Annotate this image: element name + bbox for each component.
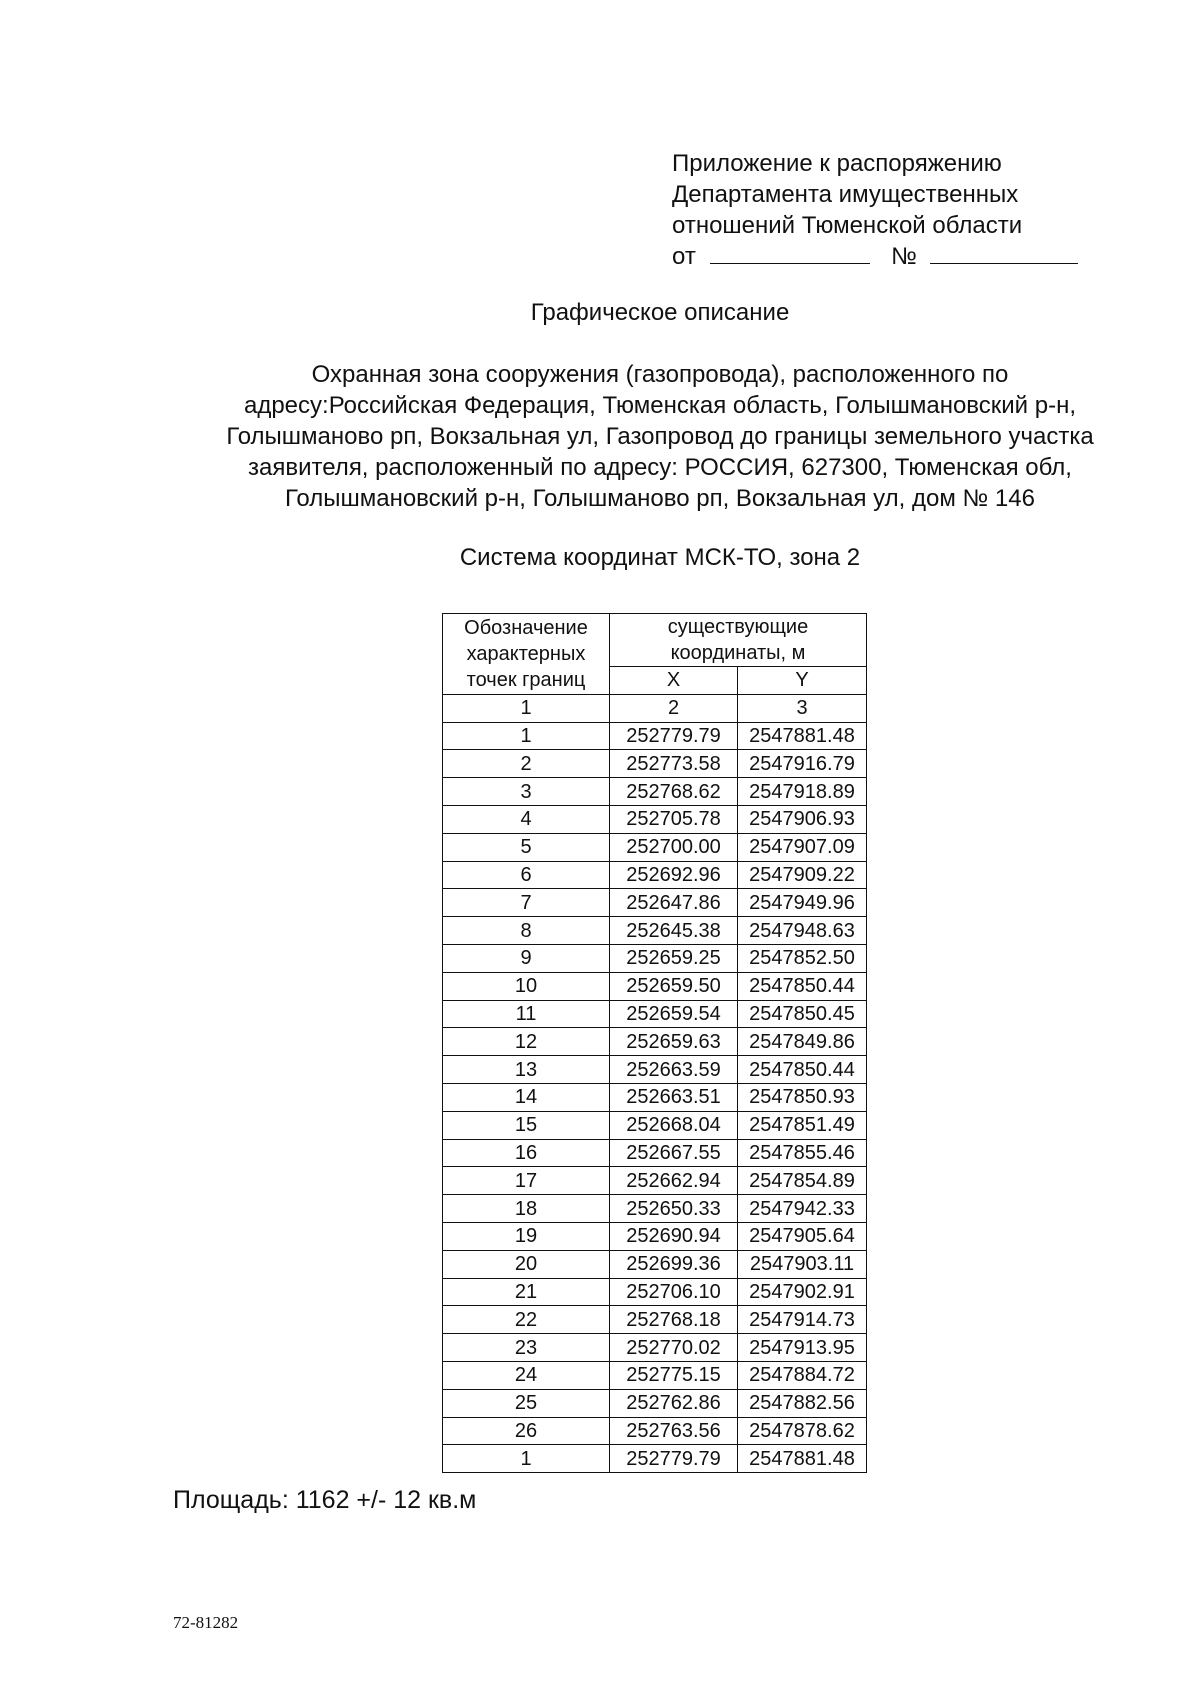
y-cell: 2547851.49 [738,1111,867,1139]
x-cell: 252700.00 [610,833,738,861]
x-cell: 252667.55 [610,1139,738,1167]
description-line: заявителя, расположенный по адресу: РОССИЯ, 627300, Тюменская обл, [248,454,1072,481]
x-cell: 252692.96 [610,861,738,889]
header-points-line: точек границ [466,668,586,691]
x-cell: 252663.59 [610,1056,738,1084]
x-cell: 252775.15 [610,1361,738,1389]
point-cell: 7 [443,889,610,917]
x-cell: 252699.36 [610,1250,738,1278]
header-x: X [610,667,738,695]
y-cell: 2547882.56 [738,1389,867,1417]
x-cell: 252659.63 [610,1028,738,1056]
table-row [443,861,867,889]
y-cell: 2547854.89 [738,1167,867,1195]
point-cell: 10 [443,972,610,1000]
header-coordinates [610,614,867,667]
table-row [443,972,867,1000]
y-cell: 2547850.45 [738,1000,867,1028]
point-cell: 25 [443,1389,610,1417]
table-row [443,1139,867,1167]
y-cell: 2547855.46 [738,1139,867,1167]
table-row [443,1334,867,1362]
y-cell: 2547909.22 [738,861,867,889]
table-row [443,833,867,861]
header-y: Y [738,667,867,695]
table-row [443,1417,867,1445]
x-cell: 252768.18 [610,1306,738,1334]
y-cell: 2547906.93 [738,805,867,833]
table-row [443,1195,867,1223]
x-cell: 252768.62 [610,778,738,806]
y-cell: 2547881.48 [738,722,867,750]
header-coordinates-line: координаты, м [670,642,806,664]
table-row [443,889,867,917]
x-cell: 252690.94 [610,1222,738,1250]
table-row [443,1028,867,1056]
y-cell: 2547852.50 [738,944,867,972]
y-cell: 2547905.64 [738,1222,867,1250]
point-cell: 22 [443,1306,610,1334]
y-cell: 2547907.09 [738,833,867,861]
y-cell: 2547902.91 [738,1278,867,1306]
point-cell: 17 [443,1167,610,1195]
point-cell: 15 [443,1111,610,1139]
x-cell: 252659.25 [610,944,738,972]
header-points-line: Обозначение [464,616,588,639]
x-cell: 252770.02 [610,1334,738,1362]
number-blank-line [930,245,1078,264]
description-line: Голышмановский р-н, Голышманово рп, Вокзальная ул, дом № 146 [285,485,1035,512]
table-row [443,1361,867,1389]
point-cell: 8 [443,917,610,945]
point-cell: 16 [443,1139,610,1167]
table-row [443,1445,867,1473]
y-cell: 2547850.44 [738,1056,867,1084]
table-row [443,1389,867,1417]
x-cell: 252662.94 [610,1167,738,1195]
x-cell: 252668.04 [610,1111,738,1139]
coordinates-table [442,613,867,1473]
y-cell: 2547948.63 [738,917,867,945]
description-line: Голышманово рп, Вокзальная ул, Газопровод до границы земельного участка [226,423,1094,450]
appendix-date-number-line [672,241,1092,272]
point-cell: 3 [443,778,610,806]
point-cell: 21 [443,1278,610,1306]
area-text: Площадь: 1162 +/- 12 кв.м [173,1486,477,1514]
table-row [443,1222,867,1250]
y-cell: 2547916.79 [738,750,867,778]
x-cell: 252705.78 [610,805,738,833]
y-cell: 2547949.96 [738,889,867,917]
column-number: 2 [610,694,738,722]
point-cell: 2 [443,750,610,778]
x-cell: 252763.56 [610,1417,738,1445]
y-cell: 2547881.48 [738,1445,867,1473]
x-cell: 252663.51 [610,1083,738,1111]
x-cell: 252650.33 [610,1195,738,1223]
description-line: адресу:Российская Федерация, Тюменская область, Голышмановский р-н, [243,392,1077,419]
table-row [443,917,867,945]
table-row [443,1278,867,1306]
header-points-line: характерных [466,642,586,665]
registry-number: 72-81282 [173,1613,239,1632]
point-cell: 6 [443,861,610,889]
point-cell: 4 [443,805,610,833]
y-cell: 2547918.89 [738,778,867,806]
appendix-line-2: Департамента имущественных [672,181,1019,208]
table-row [443,1111,867,1139]
point-cell: 5 [443,833,610,861]
x-cell: 252762.86 [610,1389,738,1417]
column-number: 3 [738,694,867,722]
table-row [443,1306,867,1334]
number-prefix: № [891,243,917,270]
x-cell: 252773.58 [610,750,738,778]
point-cell: 13 [443,1056,610,1084]
x-cell: 252647.86 [610,889,738,917]
point-cell: 18 [443,1195,610,1223]
y-cell: 2547849.86 [738,1028,867,1056]
point-cell: 20 [443,1250,610,1278]
point-cell: 14 [443,1083,610,1111]
table-row [443,750,867,778]
description-line: Охранная зона сооружения (газопровода), расположенного по [311,361,1009,388]
x-cell: 252706.10 [610,1278,738,1306]
table-row [443,1167,867,1195]
header-points [443,614,610,695]
point-cell: 24 [443,1361,610,1389]
x-cell: 252779.79 [610,722,738,750]
y-cell: 2547850.44 [738,972,867,1000]
point-cell: 26 [443,1417,610,1445]
table-row [443,722,867,750]
object-description [160,359,1160,514]
x-cell: 252659.54 [610,1000,738,1028]
table-row [443,1083,867,1111]
x-cell: 252659.50 [610,972,738,1000]
y-cell: 2547850.93 [738,1083,867,1111]
y-cell: 2547878.62 [738,1417,867,1445]
point-cell: 19 [443,1222,610,1250]
appendix-line-1: Приложение к распоряжению [672,150,1002,177]
y-cell: 2547884.72 [738,1361,867,1389]
table-row [443,778,867,806]
point-cell: 12 [443,1028,610,1056]
document-title: Графическое описание [530,299,790,326]
table-row [443,1250,867,1278]
appendix-header [672,148,1092,272]
date-prefix: от [672,243,696,270]
point-cell: 1 [443,1445,610,1473]
y-cell: 2547914.73 [738,1306,867,1334]
column-number: 1 [443,694,610,722]
coordinate-system: Система координат МСК-ТО, зона 2 [459,544,861,571]
date-blank-line [710,245,870,264]
y-cell: 2547903.11 [738,1250,867,1278]
header-coordinates-line: существующие [667,616,809,638]
point-cell: 23 [443,1334,610,1362]
x-cell: 252779.79 [610,1445,738,1473]
table-row [443,805,867,833]
table-row [443,1000,867,1028]
appendix-line-3: отношений Тюменской области [672,212,1023,239]
table-row [443,944,867,972]
x-cell: 252645.38 [610,917,738,945]
column-number-row [443,694,867,722]
point-cell: 9 [443,944,610,972]
point-cell: 11 [443,1000,610,1028]
table-row [443,1056,867,1084]
y-cell: 2547913.95 [738,1334,867,1362]
point-cell: 1 [443,722,610,750]
y-cell: 2547942.33 [738,1195,867,1223]
